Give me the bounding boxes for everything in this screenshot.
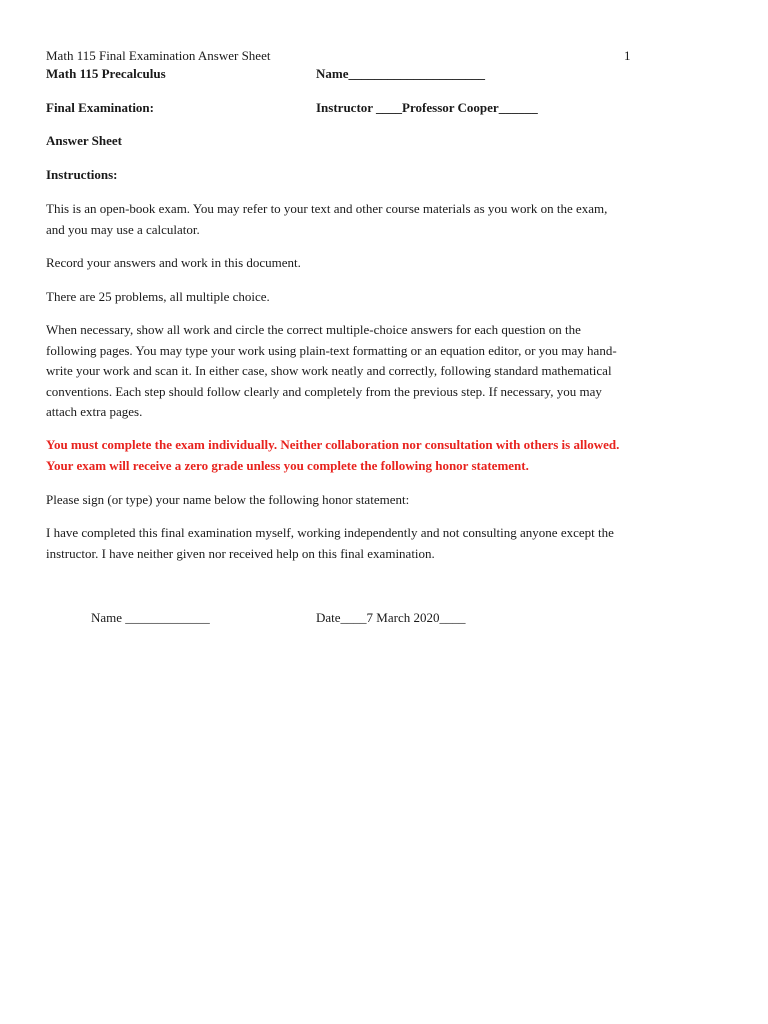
instructions-heading: Instructions: xyxy=(46,167,118,182)
paragraph-line: write your work and scan it. In either case, show work neatly and correctly, following standard mathematical xyxy=(46,363,612,378)
open-book-paragraph xyxy=(46,199,736,240)
record-answers-paragraph xyxy=(46,253,736,274)
page-number: 1 xyxy=(624,48,631,63)
paragraph-line: and you may use a calculator. xyxy=(46,221,200,237)
signature-name-field[interactable]: Name _____________ xyxy=(91,610,210,625)
paragraph-line: This is an open-book exam. You may refer to your text and other course materials as you work on the exam, xyxy=(46,201,608,216)
problem-count-paragraph xyxy=(46,287,736,308)
honor-warning xyxy=(46,435,736,476)
paragraph-line: Please sign (or type) your name below the following honor statement: xyxy=(46,492,410,507)
warning-line: You must complete the exam individually. Neither collaboration nor consultation with others is allowed. xyxy=(46,437,620,452)
paragraph-line: attach extra pages. xyxy=(46,404,143,419)
paragraph-line: instructor. I have neither given nor received help on this final examination. xyxy=(46,545,435,561)
honor-statement xyxy=(46,523,736,564)
paragraph-line: When necessary, show all work and circle the correct multiple-choice answers for each question on the xyxy=(46,322,581,337)
exam-title: Final Examination: xyxy=(46,100,154,115)
paragraph-line: conventions. Each step should follow clearly and completely from the previous step. If necessary, you may xyxy=(46,383,602,399)
paragraph-line: Record your answers and work in this document. xyxy=(46,255,301,270)
course-title: Math 115 Precalculus xyxy=(46,66,166,81)
paragraph-line: following pages. You may type your work using plain-text formatting or an equation editor, or you may hand- xyxy=(46,342,617,358)
instructor-field: Instructor ____Professor Cooper______ xyxy=(316,100,538,115)
answer-sheet-heading: Answer Sheet xyxy=(46,133,122,148)
sign-instruction-paragraph xyxy=(46,490,736,511)
student-name-field: Name_____________________ xyxy=(316,66,485,81)
signature-date-field[interactable]: Date____7 March 2020____ xyxy=(316,610,466,625)
paragraph-line: I have completed this final examination myself, working independently and not consulting anyone except the xyxy=(46,525,614,540)
paragraph-line: There are 25 problems, all multiple choice. xyxy=(46,289,270,304)
show-work-paragraph xyxy=(46,320,736,423)
running-title: Math 115 Final Examination Answer Sheet xyxy=(46,48,271,63)
warning-line: Your exam will receive a zero grade unless you complete the following honor statement. xyxy=(46,457,529,473)
